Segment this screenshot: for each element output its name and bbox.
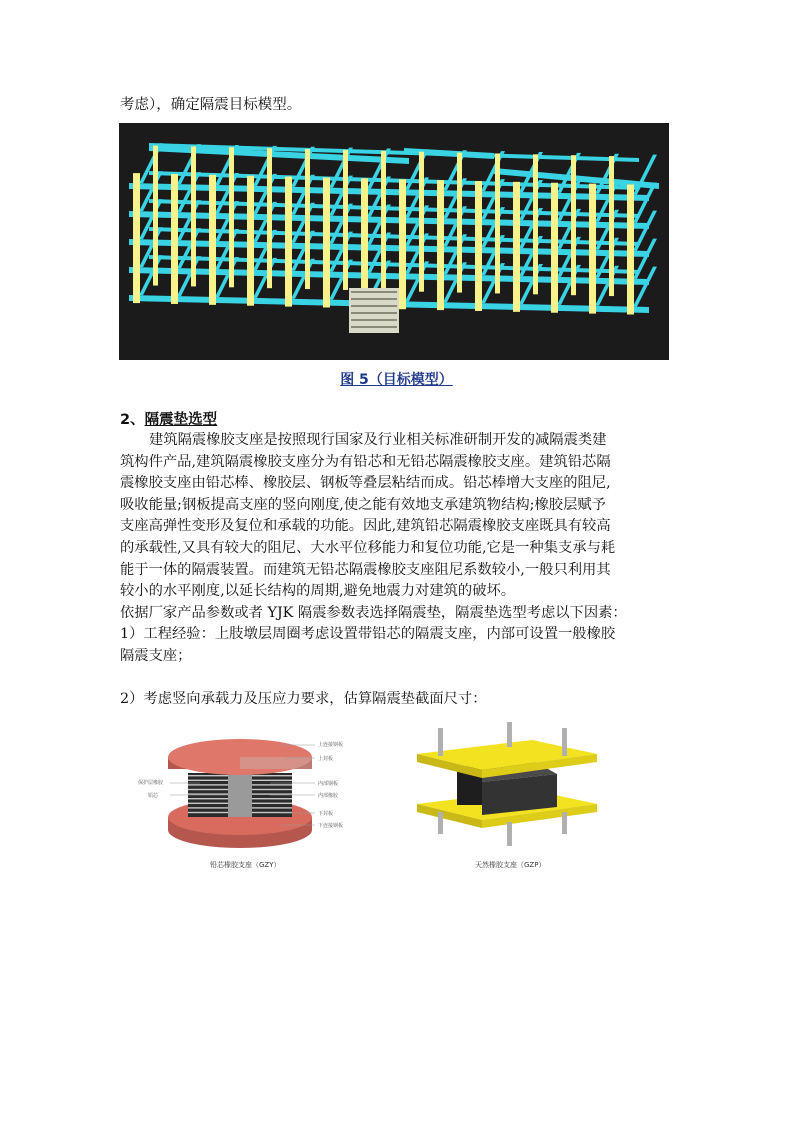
paragraph-line: 建筑隔震橡胶支座是按照现行国家及行业相关标准研制开发的减隔震类建 bbox=[149, 432, 607, 448]
section-title: 隔震垫选型 bbox=[144, 412, 218, 428]
label-protective-rubber: 保护层橡胶 bbox=[138, 780, 164, 786]
natural-rubber-bearing-figure bbox=[412, 722, 602, 870]
natural-bearing-caption: 天然橡胶支座（GZP） bbox=[475, 861, 546, 869]
paragraph-line: 筑构件产品,建筑隔震橡胶支座分为有铅芯和无铅芯隔震橡胶支座。建筑铅芯隔 bbox=[120, 453, 611, 470]
paragraph-line: 支座高弹性变形及复位和承载的功能。因此,建筑铅芯隔震橡胶支座既具有较高 bbox=[120, 518, 611, 535]
target-model-figure bbox=[119, 123, 669, 360]
lead-bearing-caption: 铅芯橡胶支座（GZY） bbox=[210, 861, 281, 869]
blank-line bbox=[120, 668, 675, 690]
paragraph-line: 较小的水平刚度,以延长结构的周期,避免地震力对建筑的破坏。 bbox=[120, 583, 516, 600]
intro-line: 考虑），确定隔震目标模型。 bbox=[120, 97, 302, 113]
label-bottom-cover-plate: 下封板 bbox=[318, 811, 334, 817]
body-paragraph bbox=[120, 430, 675, 711]
label-inner-steel: 内部钢板 bbox=[318, 781, 339, 787]
paragraph-line: 能于一体的隔震装置。而建筑无铅芯隔震橡胶支座阻尼系数较小,一般只利用其 bbox=[120, 561, 611, 578]
label-bottom-connecting-plate: 下连接钢板 bbox=[318, 823, 344, 829]
paragraph-line: 的承载性,又具有较大的阻尼、大水平位移能力和复位功能,它是一种集支承与耗 bbox=[120, 539, 616, 556]
figure5-caption: 图 5（目标模型） bbox=[340, 372, 453, 388]
label-inner-rubber: 内部橡胶 bbox=[318, 793, 339, 799]
paragraph-line: 吸收能量;钢板提高支座的竖向刚度,使之能有效地支承建筑物结构;橡胶层赋予 bbox=[120, 496, 606, 513]
factor-2-line: 2）考虑竖向承载力及压应力要求，估算隔震垫截面尺寸： bbox=[120, 691, 487, 708]
paragraph-line: 震橡胶支座由铅芯棒、橡胶层、钢板等叠层粘结而成。铅芯棒增大支座的阻尼, bbox=[120, 475, 611, 492]
label-top-connecting-plate: 上连接钢板 bbox=[318, 742, 344, 748]
basis-line: 依据厂家产品参数或者 YJK 隔震参数表选择隔震垫，隔震垫选型考虑以下因素： bbox=[120, 604, 627, 621]
section-number: 2、 bbox=[120, 412, 145, 428]
label-top-cover-plate: 上封板 bbox=[318, 756, 334, 762]
label-lead-core: 铅芯 bbox=[148, 793, 159, 799]
factor-1-cont-line: 隔震支座； bbox=[120, 647, 192, 664]
section-heading bbox=[120, 408, 217, 429]
factor-1-line: 1）工程经验：上肢墩层周圈考虑设置带铅芯的隔震支座，内部可设置一般橡胶 bbox=[120, 626, 616, 643]
